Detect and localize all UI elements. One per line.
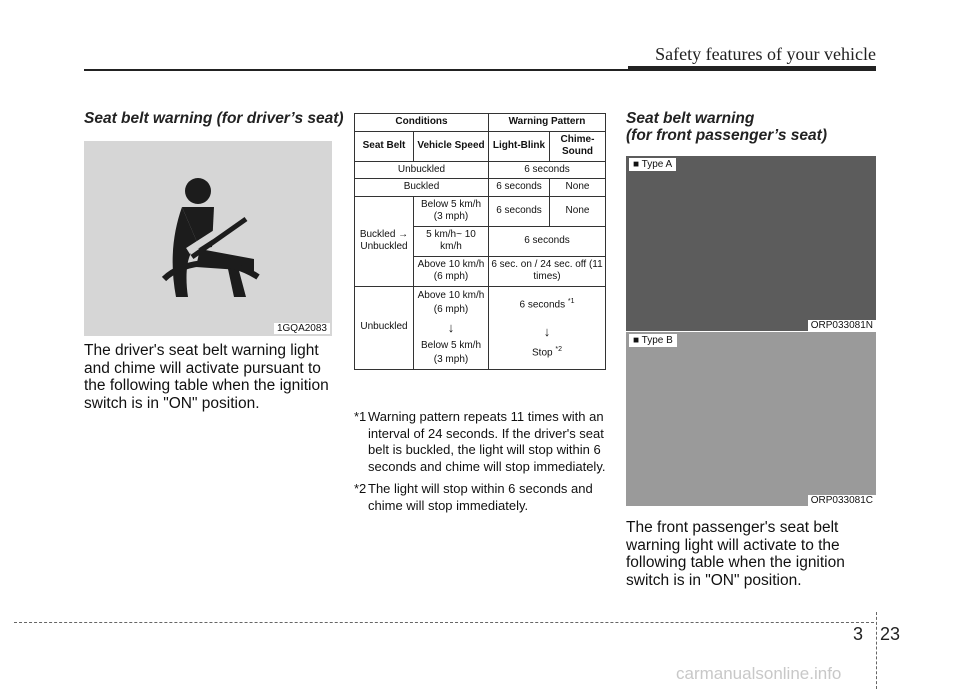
u-pattern-from: 6 seconds $^{*1}$ xyxy=(519,298,575,311)
cell-buckled-chime: None xyxy=(550,179,606,197)
header-title: Safety features of your vehicle xyxy=(655,44,876,64)
footnote-text: Warning pattern repeats 11 times with an interval of 24 seconds. If the driver's seat belt is buckled, the light will stop within 6 seconds and chime will stop immediately. xyxy=(368,409,606,474)
subheader-light-blink: Light-Blink xyxy=(489,131,550,161)
subheader-chime-sound: Chime-Sound xyxy=(550,131,606,161)
driver-warning-body: The driver's seat belt warning light and chime will activate pursuant to the following table when the ignition switch is in "ON" position. xyxy=(84,342,329,412)
footnote-1 xyxy=(354,409,606,475)
cell-t2-speed: 5 km/h~ 10 km/h xyxy=(414,226,489,256)
cell-u-speed xyxy=(414,286,489,369)
footnote-2 xyxy=(354,481,606,514)
header-conditions: Conditions xyxy=(355,114,489,132)
cell-buckled-condition: Buckled xyxy=(355,179,489,197)
u-pattern-to: Stop $^{*2}$ xyxy=(532,345,562,358)
footnote-text: The light will stop within 6 seconds and chime will stop immediately. xyxy=(368,481,593,513)
footer-divider xyxy=(876,612,877,689)
type-b-image xyxy=(626,332,876,506)
image-code: 1GQA2083 xyxy=(274,323,330,334)
passenger-warning-body: The front passenger's seat belt warning light will activate to the following table when the ignition switch is in "ON" position. xyxy=(626,519,845,589)
header-warning-pattern: Warning Pattern xyxy=(489,114,606,132)
cell-unbuckled-condition: Unbuckled xyxy=(355,161,489,179)
footnotes xyxy=(354,409,606,520)
page-number: 23 xyxy=(880,624,901,644)
type-a-code: ORP033081N xyxy=(808,320,876,331)
chapter-number: 3 xyxy=(853,624,864,644)
seat-belt-person-icon xyxy=(154,175,274,305)
cell-t3-pattern: 6 sec. on / 24 sec. off (11 times) xyxy=(489,256,606,286)
footer-rule xyxy=(14,622,874,623)
cell-t1-chime: None xyxy=(550,196,606,226)
type-a-image xyxy=(626,156,876,331)
down-arrow-icon: ↓ xyxy=(447,319,455,335)
cell-buckled-light: 6 seconds xyxy=(489,179,550,197)
cell-u-pattern xyxy=(489,286,606,369)
cell-unbuckled2-condition: Unbuckled xyxy=(355,286,414,369)
cell-t1-light: 6 seconds xyxy=(489,196,550,226)
down-arrow-icon: ↓ xyxy=(543,323,551,339)
passenger-warning-heading: Seat belt warning (for front passenger’s seat) xyxy=(626,110,827,144)
type-a-label: ■ Type A xyxy=(629,158,676,171)
cell-unbuckled-pattern: 6 seconds xyxy=(489,161,606,179)
warning-pattern-table xyxy=(354,113,606,370)
driver-warning-heading: Seat belt warning (for driver’s seat) xyxy=(84,110,344,127)
subheader-seat-belt: Seat Belt xyxy=(355,131,414,161)
type-b-label: ■ Type B xyxy=(629,334,677,347)
u-speed-to: Below 5 km/h (3 mph) xyxy=(420,339,482,365)
watermark: carmanualsonline.info xyxy=(676,664,842,683)
seat-belt-warning-image xyxy=(84,141,332,336)
type-b-code: ORP033081C xyxy=(808,495,876,506)
cell-t2-pattern: 6 seconds xyxy=(489,226,606,256)
header-rule-accent xyxy=(628,66,876,71)
cell-t3-speed: Above 10 km/h (6 mph) xyxy=(414,256,489,286)
u-speed-from: Above 10 km/h (6 mph) xyxy=(417,289,485,315)
cell-t1-speed: Below 5 km/h (3 mph) xyxy=(414,196,489,226)
cell-transition-condition: Buckled → Unbuckled xyxy=(355,196,414,286)
footnote-mark: *1 xyxy=(354,409,367,424)
subheader-vehicle-speed: Vehicle Speed xyxy=(414,131,489,161)
footnote-mark: *2 xyxy=(354,481,367,496)
